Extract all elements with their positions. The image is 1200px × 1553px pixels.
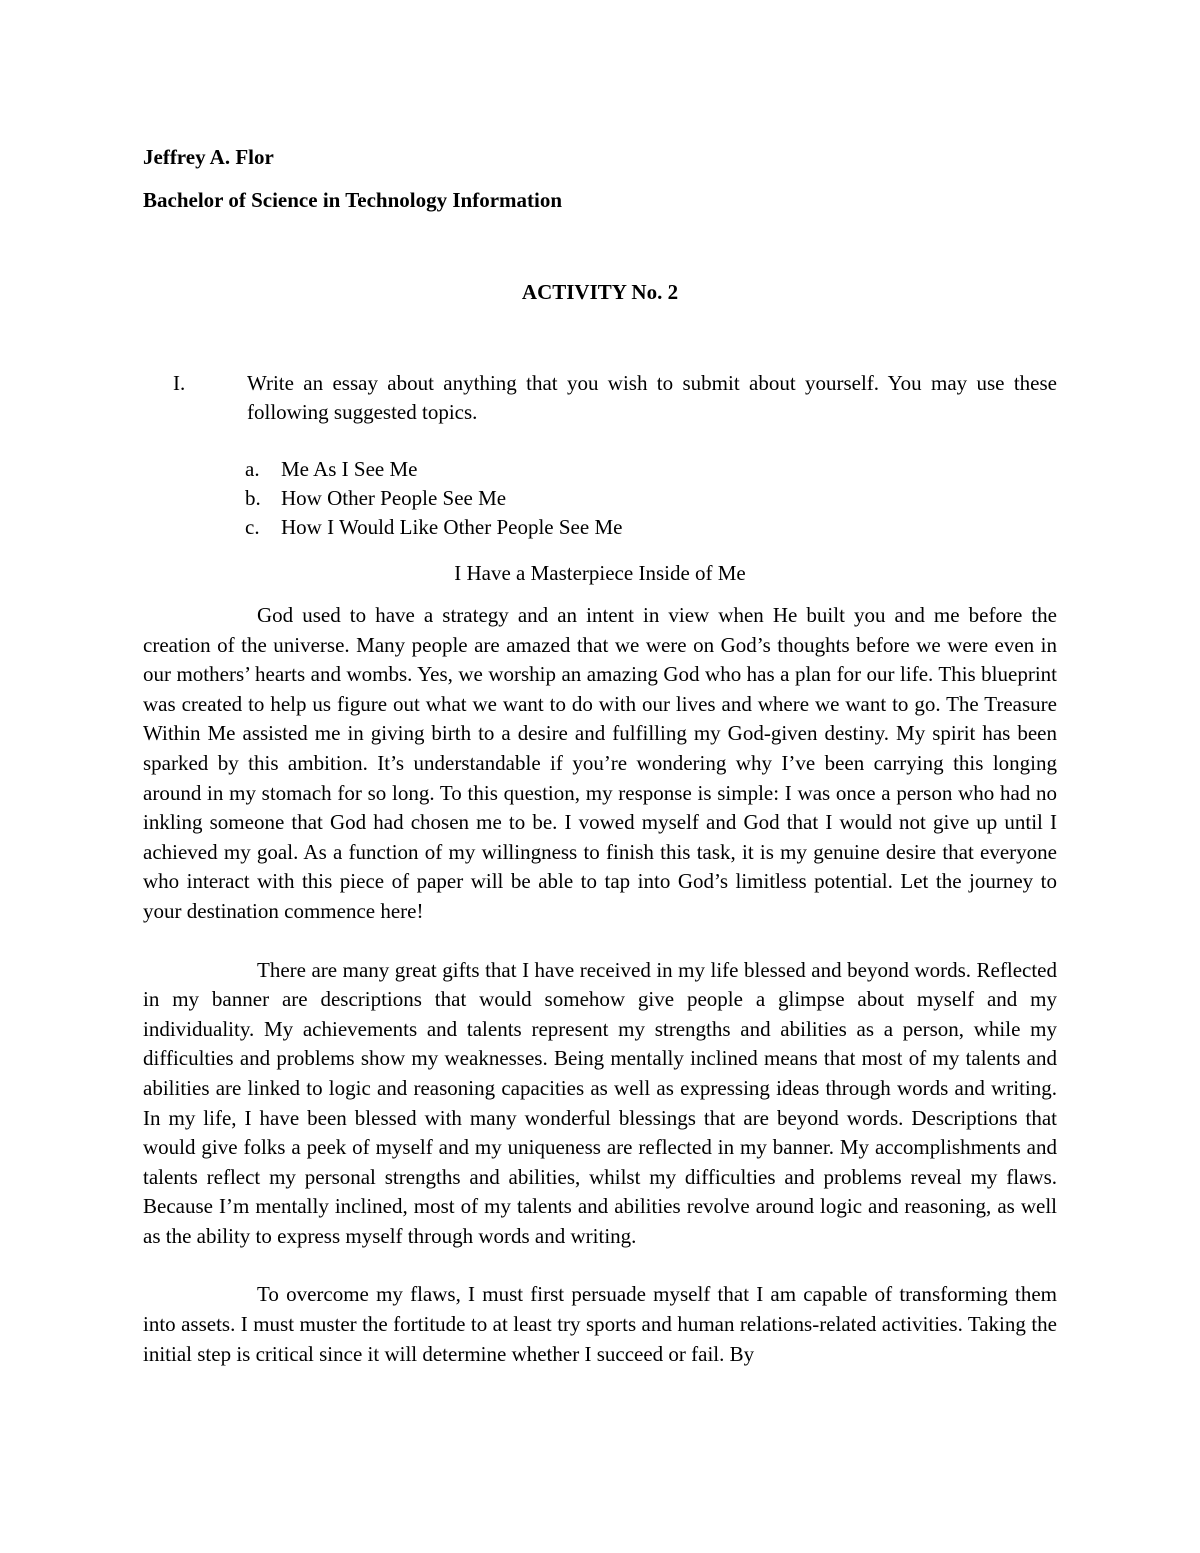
essay-paragraph: God used to have a strategy and an intent in view when He built you and me before the creation of the universe. Many people are amazed that we were on God’s thoughts before we were even in our mothers’ hearts and wombs. Yes, we worship an amazing God who has a plan for our life. This blueprint was created to help us figure out what we want to do with our lives and where we want to go. The Treasure Within Me assisted me in giving birth to a desire and fulfilling my God-given destiny. My spirit has been sparked by this ambition. It’s understandable if you’re wondering why I’ve been carrying this longing around in my stomach for so long. To this question, my response is simple: I was once a person who had no inkling someone that God had chosen me to be. I vowed myself and God that I would not give up until I achieved my goal. As a function of my willingness to finish this task, it is my genuine desire that everyone who interact with this piece of paper will be able to tap into God’s limitless potential. Let the journey to your destination commence here!: [143, 603, 1057, 923]
topic-label: How I Would Like Other People See Me: [281, 515, 623, 539]
question-number: I.: [173, 371, 186, 395]
essay-body: [143, 601, 1057, 1398]
essay-paragraph: To overcome my flaws, I must first persuade myself that I am capable of transforming them into assets. I must muster the fortitude to at least try sports and human relations-related activities. Taking the initial step is critical since it will determine whether I succeed or fail. By: [143, 1282, 1057, 1366]
topic-label: How Other People See Me: [281, 486, 507, 510]
degree-program: Bachelor of Science in Technology Information: [143, 188, 563, 212]
activity-title: ACTIVITY No. 2: [521, 280, 679, 304]
topic-marker: a.: [245, 457, 260, 481]
essay-title: I Have a Masterpiece Inside of Me: [454, 561, 746, 585]
topic-item: [245, 513, 945, 542]
topic-item: [245, 484, 945, 513]
author-name: Jeffrey A. Flor: [143, 145, 274, 169]
topic-marker: c.: [245, 515, 260, 539]
topic-marker: b.: [245, 486, 261, 510]
essay-paragraph: There are many great gifts that I have received in my life blessed and beyond words. Reflected in my banner are descriptions that would somehow give people a glimpse about myself and my individuality. My achievements and talents represent my strengths and abilities as a person, while my difficulties and problems show my weaknesses. Being mentally inclined means that most of my talents and abilities are linked to logic and reasoning capacities as well as expressing ideas through words and writing. In my life, I have been blessed with many wonderful blessings that are beyond words. Descriptions that would give folks a peek of myself and my uniqueness are reflected in my banner. My accomplishments and talents reflect my personal strengths and abilities, whilst my difficulties and problems reveal my flaws. Because I’m mentally inclined, most of my talents and abilities revolve around logic and reasoning, as well as the ability to express myself through words and writing.: [143, 957, 1057, 1248]
question-text: Write an essay about anything that you wish to submit about yourself. You may use these following suggested topics.: [247, 371, 1057, 424]
question-item: [143, 369, 1057, 427]
topic-label: Me As I See Me: [281, 457, 418, 481]
topic-item: [245, 455, 945, 484]
suggested-topics-list: [245, 455, 945, 542]
